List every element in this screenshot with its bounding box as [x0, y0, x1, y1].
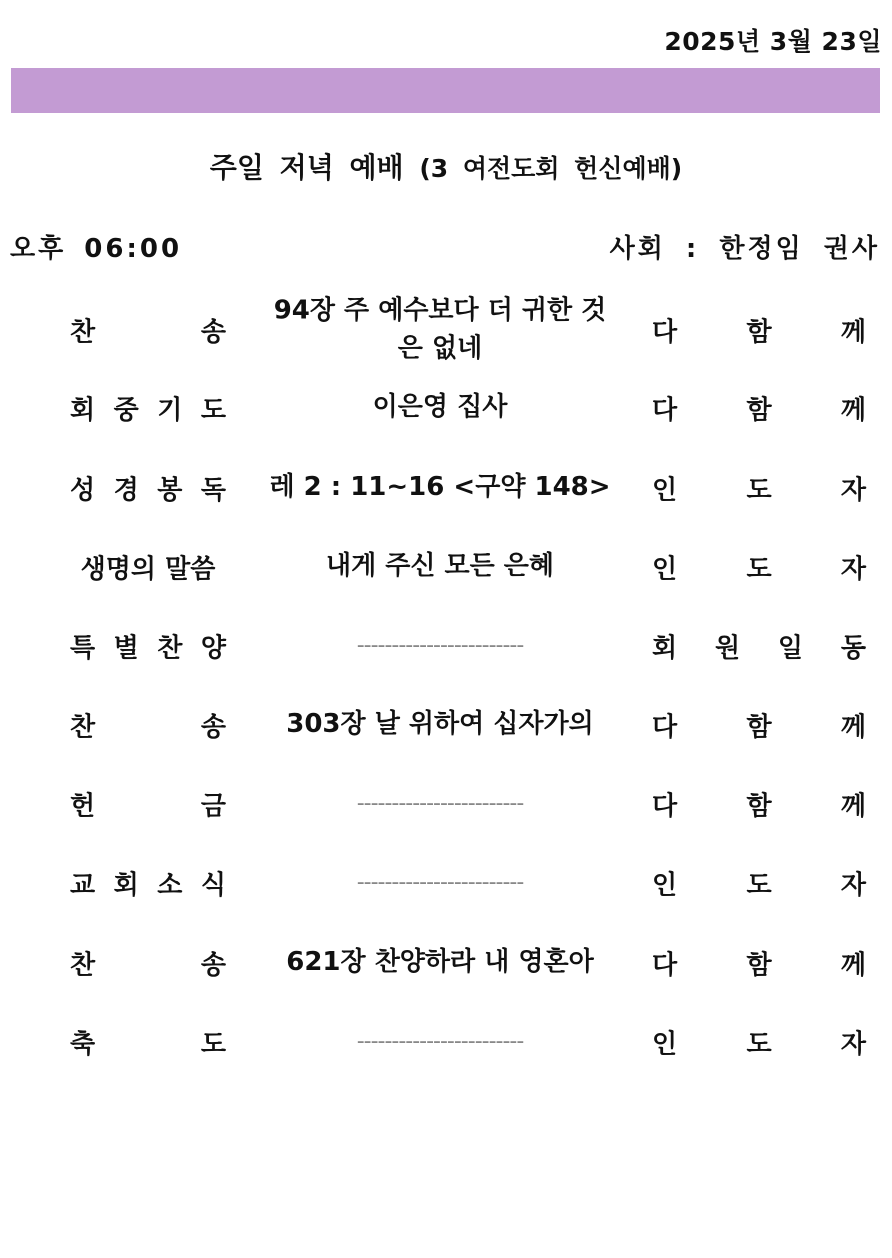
program-leader — [652, 1024, 866, 1061]
program-row — [0, 1022, 892, 1062]
program-leader-char: 자 — [840, 1029, 866, 1060]
program-leader-char: 다 — [652, 950, 678, 981]
program-item-char: 찬 — [70, 317, 96, 348]
program-leader-char: 다 — [652, 712, 678, 743]
program-item — [70, 707, 226, 744]
program-item-char: 축 — [70, 1029, 96, 1060]
program-leader-char: 께 — [840, 950, 866, 981]
program-content: 이은영 집사 — [372, 392, 508, 423]
program-item-char: 별 — [113, 633, 139, 664]
program-leader-char: 인 — [652, 1029, 678, 1060]
program-content: ------------------------ — [356, 791, 524, 817]
program-item — [70, 470, 226, 507]
program-leader-char: 자 — [840, 554, 866, 585]
program-item-char: 회 — [70, 395, 96, 426]
program-content: ------------------------ — [356, 870, 524, 896]
program-leader-char: 도 — [746, 554, 772, 585]
program-leader-char: 도 — [746, 475, 772, 506]
program-item — [70, 549, 226, 586]
program-item-char: 송 — [200, 712, 226, 743]
service-title — [0, 146, 892, 186]
program-leader-char: 함 — [746, 395, 772, 426]
program-item-char: 도 — [200, 1029, 226, 1060]
program-leader-char: 인 — [652, 870, 678, 901]
program-leader-char: 다 — [652, 317, 678, 348]
program-leader-char: 함 — [746, 791, 772, 822]
program-leader-char: 함 — [746, 317, 772, 348]
program-leader — [652, 390, 866, 427]
program-item-char: 헌 — [70, 791, 96, 822]
program-item — [70, 945, 226, 982]
program-leader-char: 인 — [652, 554, 678, 585]
program-item-char: 성 — [70, 475, 96, 506]
program-leader — [652, 945, 866, 982]
program-row — [0, 468, 892, 508]
program-row — [0, 626, 892, 666]
program-item — [70, 312, 226, 349]
program-item — [70, 865, 226, 902]
program-leader-char: 함 — [746, 712, 772, 743]
program-item — [70, 390, 226, 427]
service-title-subtitle: (3 여전도회 헌신예배) — [419, 154, 683, 183]
program-item-char: 기 — [157, 395, 183, 426]
program-leader-char: 도 — [746, 870, 772, 901]
program-content: 레 2 : 11~16 <구약 148> — [269, 472, 611, 503]
program-item-char: 송 — [200, 317, 226, 348]
program-leader-char: 인 — [652, 475, 678, 506]
program-leader-char: 께 — [840, 395, 866, 426]
program-content: 94장 주 예수보다 더 귀한 것은 없네 — [273, 295, 607, 363]
program-row — [0, 863, 892, 903]
program-leader-char: 다 — [652, 395, 678, 426]
program-item-char: 특 — [70, 633, 96, 664]
program-leader — [652, 786, 866, 823]
program-row — [0, 388, 892, 428]
program-item-char: 생명의 말씀 — [80, 554, 216, 585]
program-leader-char: 도 — [746, 1029, 772, 1060]
program-item-char: 찬 — [70, 950, 96, 981]
program-leader-char: 께 — [840, 791, 866, 822]
program-leader — [652, 470, 866, 507]
program-leader-char: 자 — [840, 475, 866, 506]
program-leader — [652, 312, 866, 349]
program-item-char: 양 — [200, 633, 226, 664]
program-row — [0, 547, 892, 587]
program-content: ------------------------ — [356, 1029, 524, 1055]
program-content: 621장 찬양하라 내 영혼아 — [286, 947, 594, 978]
service-time: 오후 06:00 — [10, 234, 183, 264]
program-leader — [652, 707, 866, 744]
program-item-char: 중 — [113, 395, 139, 426]
program-leader-char: 회 — [652, 633, 678, 664]
program-leader — [652, 628, 866, 665]
program-item-char: 찬 — [70, 712, 96, 743]
program-item-char: 봉 — [157, 475, 183, 506]
program-item — [70, 1024, 226, 1061]
program-row — [0, 705, 892, 745]
program-item-char: 송 — [200, 950, 226, 981]
program-item-char: 독 — [200, 475, 226, 506]
program-leader-char: 원 — [714, 633, 741, 664]
program-leader-char: 께 — [840, 712, 866, 743]
program-item-char: 금 — [200, 791, 226, 822]
program-item-char: 도 — [200, 395, 226, 426]
program-item-char: 교 — [70, 870, 96, 901]
program-content: 303장 날 위하여 십자가의 — [286, 709, 594, 740]
service-title-main: 주일 저녁 예배 — [209, 151, 404, 184]
program-leader-char: 동 — [840, 633, 866, 664]
program-item-char: 회 — [113, 870, 139, 901]
service-date: 2025년 3월 23일 — [664, 27, 882, 56]
program-item-char: 소 — [157, 870, 183, 901]
program-item-char: 경 — [113, 475, 139, 506]
program-leader — [652, 549, 866, 586]
program-leader — [652, 865, 866, 902]
program-leader-char: 다 — [652, 791, 678, 822]
program-content: 내게 주신 모든 은혜 — [325, 551, 555, 582]
program-content: ------------------------ — [356, 633, 524, 659]
program-item — [70, 628, 226, 665]
program-leader-char: 자 — [840, 870, 866, 901]
program-leader-char: 께 — [840, 317, 866, 348]
presider: 사회 : 한정임 권사 — [609, 234, 880, 264]
program-item-char: 찬 — [157, 633, 183, 664]
program-row — [0, 784, 892, 824]
program-row — [0, 943, 892, 983]
program-leader-char: 일 — [777, 633, 804, 664]
program-item-char: 식 — [200, 870, 226, 901]
header-color-band — [11, 68, 880, 113]
program-row — [0, 295, 892, 363]
program-leader-char: 함 — [746, 950, 772, 981]
program-item — [70, 786, 226, 823]
